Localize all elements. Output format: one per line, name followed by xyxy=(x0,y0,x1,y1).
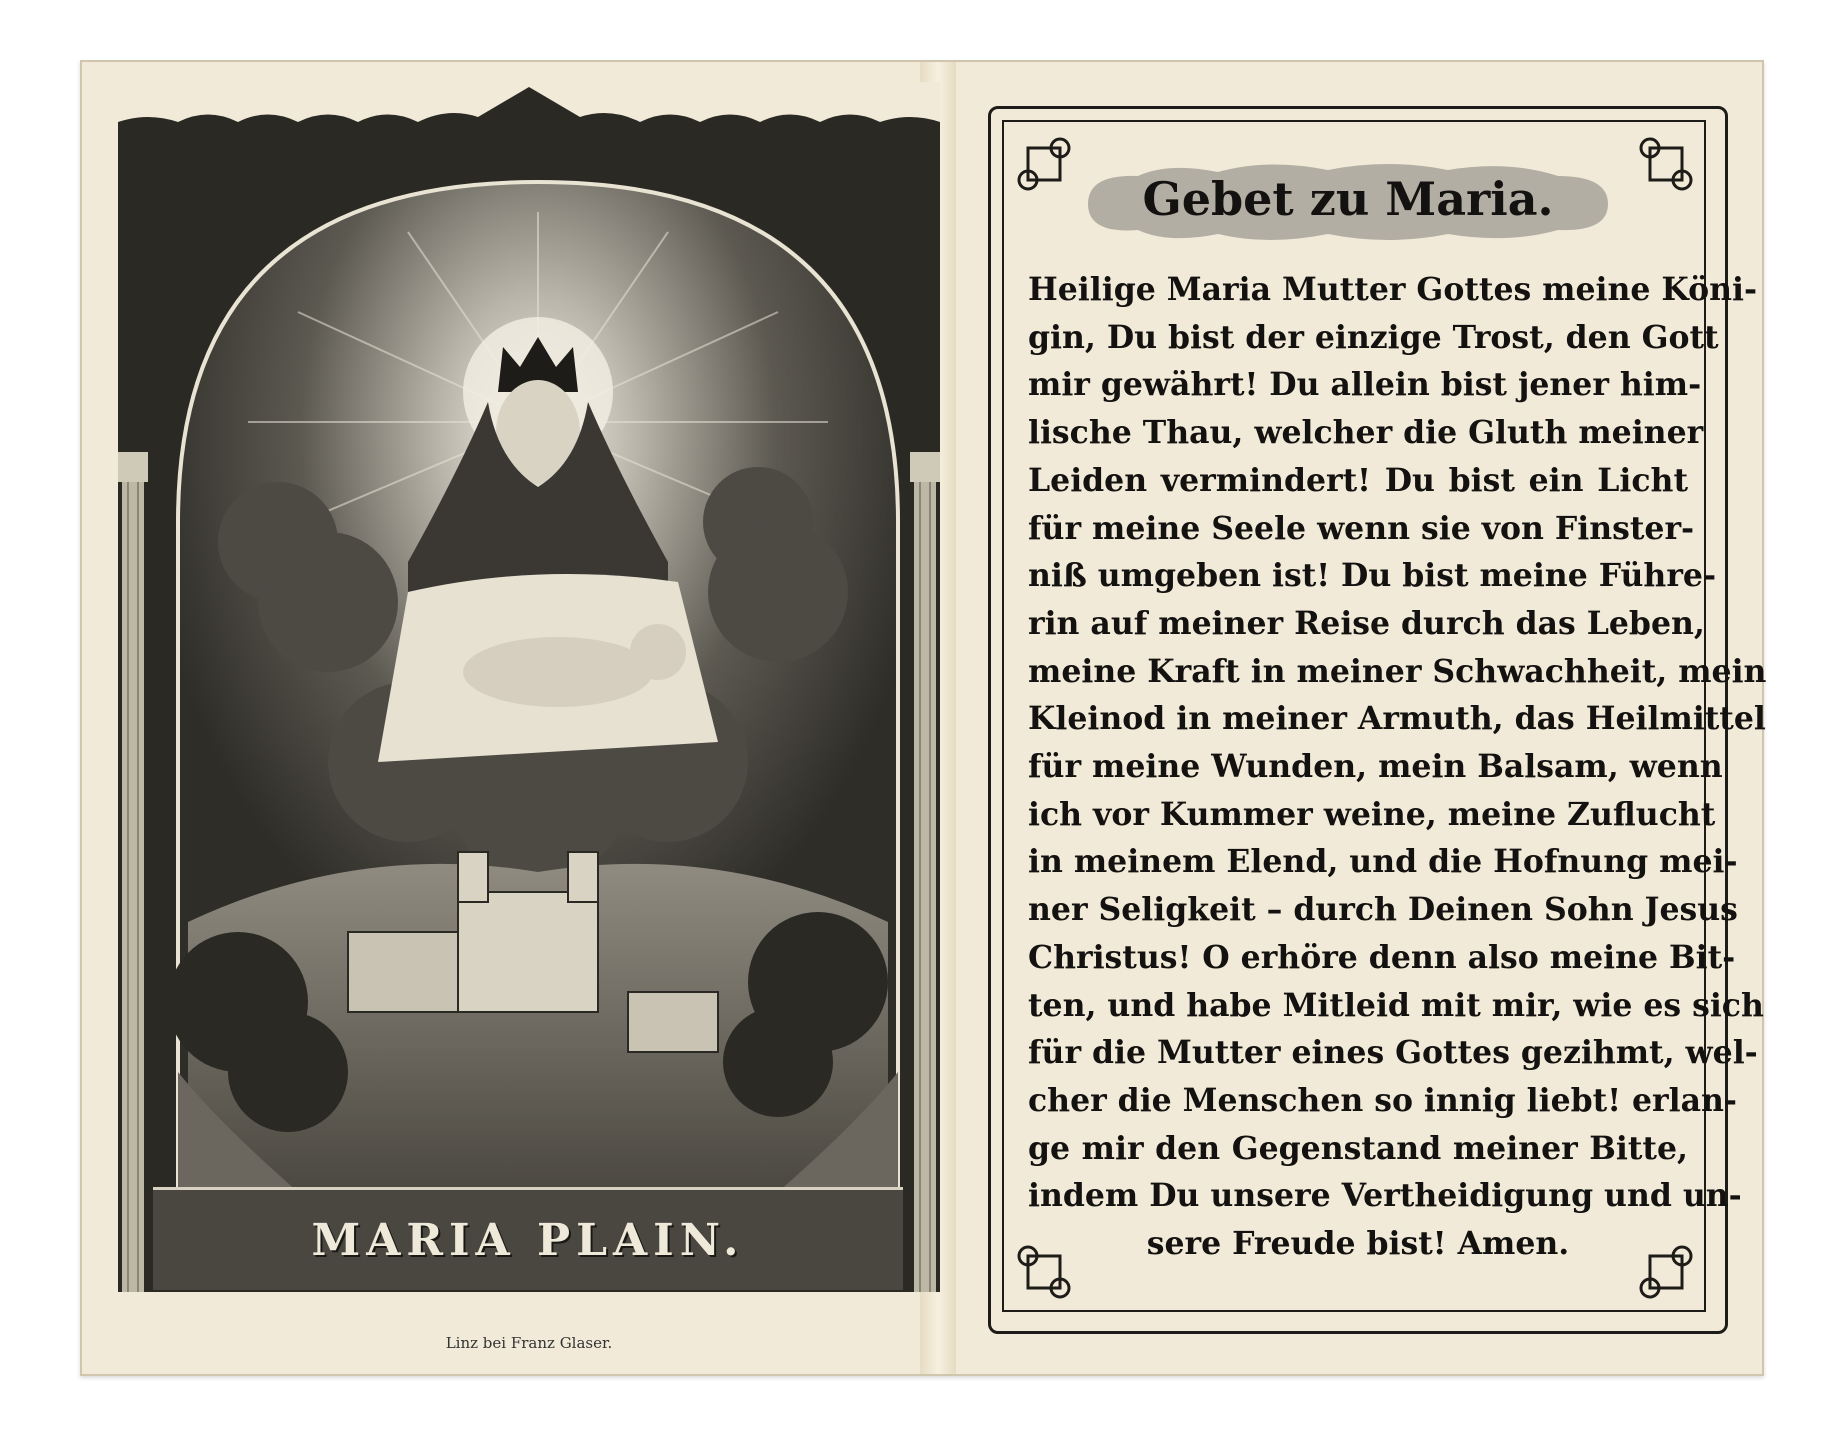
title-band xyxy=(153,1187,903,1290)
right-column xyxy=(910,452,940,1292)
prayer-line: Kleinod in meiner Armuth, das Heilmittel xyxy=(1028,700,1766,738)
prayer-line: rin auf meiner Reise durch das Leben, xyxy=(1028,604,1705,642)
madonna-medallion xyxy=(158,142,918,1222)
prayer-line: indem Du unsere Vertheidigung und un- xyxy=(1028,1177,1742,1215)
left-column xyxy=(118,452,148,1292)
prayer-line: für meine Wunden, mein Balsam, wenn xyxy=(1028,748,1723,786)
printer-imprint: Linz bei Franz Glaser. xyxy=(445,1334,613,1352)
prayer-line: ich vor Kummer weine, meine Zuflucht xyxy=(1028,795,1716,833)
prayer-line: sere Freude bist! Amen. xyxy=(1146,1225,1570,1263)
prayer-line: Heilige Maria Mutter Gottes meine Köni- xyxy=(1028,271,1758,308)
prayer-line: ge mir den Gegenstand meiner Bitte, xyxy=(1028,1129,1688,1167)
prayer-heading: Gebet zu Maria. xyxy=(1142,172,1554,226)
prayer-line: gin, Du bist der einzige Trost, den Gott xyxy=(1028,318,1719,356)
prayer-line: für die Mutter eines Gottes gezihmt, wel- xyxy=(1028,1034,1758,1072)
devotional-card xyxy=(80,60,1767,1376)
corner-ornament-icon xyxy=(1636,134,1696,194)
prayer-line: Leiden vermindert! Du bist ein Licht xyxy=(1028,461,1688,499)
engraving-print xyxy=(118,82,940,1292)
prayer-line: ner Seligkeit – durch Deinen Sohn Jesus xyxy=(1028,891,1738,929)
prayer-line: mir gewährt! Du allein bist jener him- xyxy=(1028,366,1702,404)
heading-banner xyxy=(1068,154,1628,244)
prayer-line: in meinem Elend, und die Hofnung mei- xyxy=(1028,843,1738,881)
prayer-line: für meine Seele wenn sie von Finster- xyxy=(1028,509,1695,547)
prayer-line: ten, und habe Mitleid mit mir, wie es sich xyxy=(1028,986,1764,1024)
prayer-line: meine Kraft in meiner Schwachheit, mein xyxy=(1028,652,1767,690)
prayer-line: niß umgeben ist! Du bist meine Führe- xyxy=(1028,557,1717,595)
corner-ornament-icon xyxy=(1014,134,1074,194)
prayer-line: lische Thau, welcher die Gluth meiner xyxy=(1028,414,1704,452)
prayer-text xyxy=(1028,266,1767,1268)
prayer-line: cher die Menschen so innig liebt! erlan- xyxy=(1028,1081,1737,1119)
engraving-title: MARIA PLAIN. xyxy=(311,1214,745,1266)
prayer-line: Christus! O erhöre denn also meine Bit- xyxy=(1028,938,1736,976)
prayer-panel xyxy=(988,106,1767,1334)
engraving-panel xyxy=(118,82,940,1352)
